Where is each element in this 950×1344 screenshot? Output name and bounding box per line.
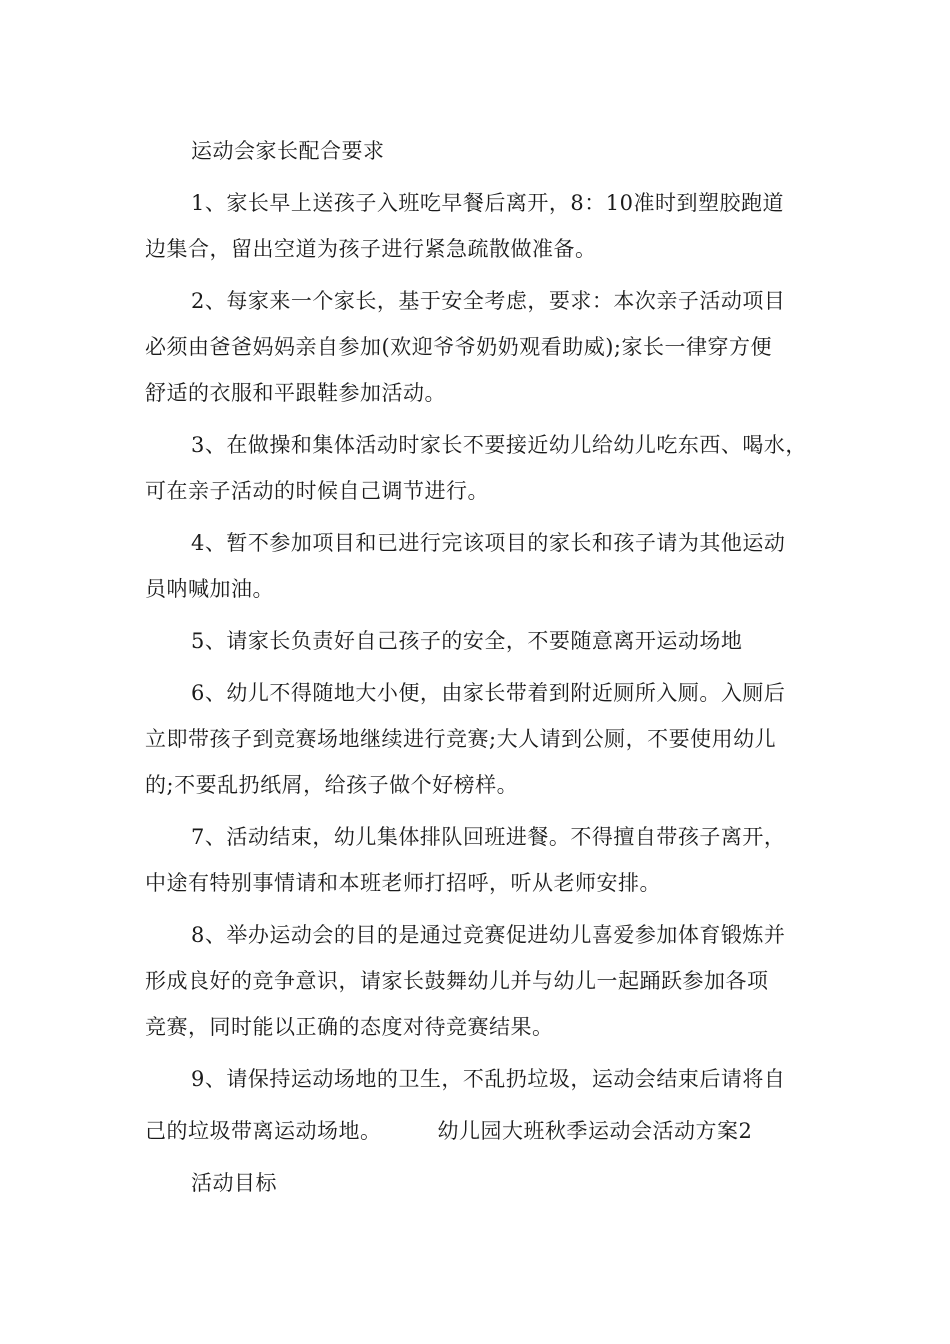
requirement-item — [145, 520, 813, 612]
requirement-first-line: 7、活动结束，幼儿集体排队回班进餐。不得擅自带孩子离开， — [191, 825, 786, 849]
requirement-first-line: 9、请保持运动场地的卫生，不乱扔垃圾，运动会结束后请将自 — [191, 1067, 786, 1091]
requirement-line: 舒适的衣服和平跟鞋参加活动。 — [145, 381, 446, 405]
requirement-first-line: 4、暂不参加项目和已进行完该项目的家长和孩子请为其他运动 — [191, 531, 786, 555]
requirement-item — [145, 618, 813, 664]
requirement-line: 中途有特别事情请和本班老师打招呼，听从老师安排。 — [145, 871, 661, 895]
plan-title: 幼儿园大班秋季运动会活动方案2 — [437, 1119, 753, 1143]
requirement-item — [145, 814, 813, 906]
requirement-line: 必须由爸爸妈妈亲自参加(欢迎爷爷奶奶观看助威);家长一律穿方便 — [145, 335, 772, 359]
requirement-item — [145, 180, 813, 272]
requirement-first-line: 2、每家来一个家长，基于安全考虑，要求：本次亲子活动项目 — [191, 289, 786, 313]
subheading-paragraph — [145, 1160, 813, 1206]
requirement-line: 员呐喊加油。 — [145, 577, 274, 601]
requirement-first-line: 8、举办运动会的目的是通过竞赛促进幼儿喜爱参加体育锻炼并 — [191, 923, 786, 947]
closing-paragraph — [145, 1108, 813, 1154]
document-body — [145, 128, 813, 1212]
requirement-line: 形成良好的竞争意识，请家长鼓舞幼儿并与幼儿一起踊跃参加各项 — [145, 969, 769, 993]
requirement-first-line: 3、在做操和集体活动时家长不要接近幼儿给幼儿吃东西、喝水， — [191, 433, 807, 457]
requirement-item — [145, 670, 813, 808]
requirement-first-line: 6、幼儿不得随地大小便，由家长带着到附近厕所入厕。入厕后 — [191, 681, 786, 705]
requirement-item — [145, 278, 813, 416]
requirement-line: 的;不要乱扔纸屑，给孩子做个好榜样。 — [145, 773, 519, 797]
subheading: 活动目标 — [191, 1171, 277, 1195]
requirement-line: 可在亲子活动的时候自己调节进行。 — [145, 479, 489, 503]
requirement-item — [145, 422, 813, 514]
requirement-line: 立即带孩子到竞赛场地继续进行竞赛;大人请到公厕，不要使用幼儿 — [145, 727, 777, 751]
requirement-item — [145, 1056, 813, 1102]
requirement-line: 竞赛，同时能以正确的态度对待竞赛结果。 — [145, 1015, 554, 1039]
section-heading: 运动会家长配合要求 — [191, 139, 385, 163]
requirement-first-line: 1、家长早上送孩子入班吃早餐后离开，8：10准时到塑胶跑道 — [191, 191, 784, 215]
requirement-item — [145, 912, 813, 1050]
closing-text: 己的垃圾带离运动场地。 — [145, 1119, 382, 1143]
requirement-first-line: 5、请家长负责好自己孩子的安全，不要随意离开运动场地 — [191, 629, 743, 653]
requirements-list — [145, 180, 813, 1102]
requirement-line: 边集合，留出空道为孩子进行紧急疏散做准备。 — [145, 237, 597, 261]
